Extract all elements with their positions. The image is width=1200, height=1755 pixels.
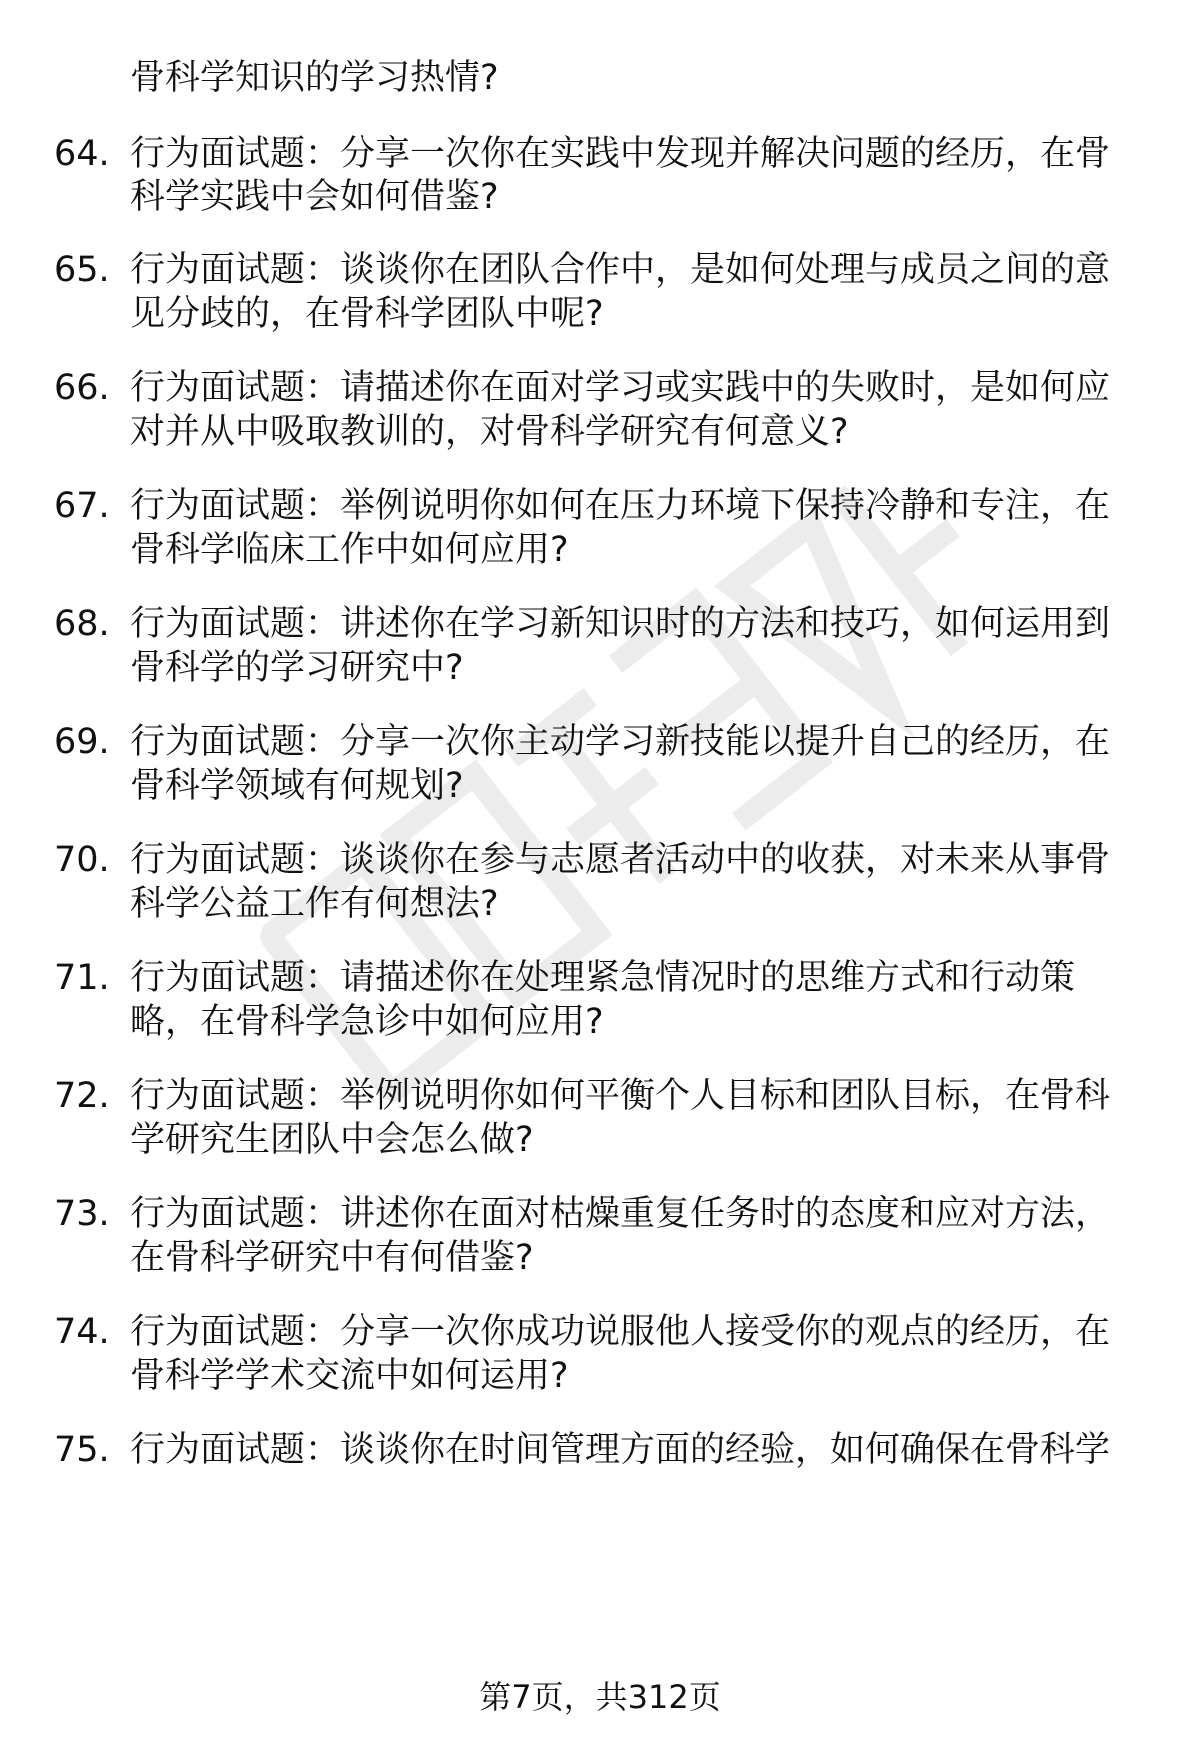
item-text-line-2: 学研究生团队中会怎么做?: [130, 1120, 534, 1160]
lead-line: 骨科学知识的学习热情?: [130, 58, 499, 98]
item-number: 68.: [54, 604, 110, 644]
item-text-line-1: 行为面试题：谈谈你在时间管理方面的经验，如何确保在骨科学: [130, 1430, 1111, 1470]
item-number: 70.: [54, 840, 110, 880]
item-text-line-1: 行为面试题：讲述你在面对枯燥重复任务时的态度和应对方法，: [130, 1194, 1111, 1234]
item-number: 74.: [54, 1312, 110, 1352]
item-text-line-2: 对并从中吸取教训的，对骨科学研究有何意义?: [130, 412, 849, 452]
item-text-line-2: 见分歧的，在骨科学团队中呢?: [130, 294, 604, 334]
item-text-line-2: 略，在骨科学急诊中如何应用?: [130, 1002, 604, 1042]
item-number: 66.: [54, 368, 110, 408]
item-text-line-2: 骨科学学术交流中如何运用?: [130, 1356, 569, 1396]
item-text-line-2: 科学实践中会如何借鉴?: [130, 177, 499, 217]
item-text-line-2: 骨科学临床工作中如何应用?: [130, 530, 569, 570]
item-text-line-1: 行为面试题：分享一次你成功说服他人接受你的观点的经历，在: [130, 1312, 1111, 1352]
item-text-line-1: 行为面试题：谈谈你在参与志愿者活动中的收获，对未来从事骨: [130, 840, 1111, 880]
item-text-line-2: 骨科学的学习研究中?: [130, 648, 464, 688]
item-number: 73.: [54, 1194, 110, 1234]
item-number: 71.: [54, 958, 110, 998]
item-number: 69.: [54, 722, 110, 762]
item-text-line-2: 在骨科学研究中有何借鉴?: [130, 1238, 534, 1278]
item-number: 65.: [54, 250, 110, 290]
item-text-line-1: 行为面试题：举例说明你如何在压力环境下保持冷静和专注，在: [130, 486, 1111, 526]
item-number: 64.: [54, 134, 110, 174]
item-text-line-2: 骨科学领域有何规划?: [130, 766, 464, 806]
item-number: 75.: [54, 1430, 110, 1470]
item-text-line-1: 行为面试题：请描述你在面对学习或实践中的失败时，是如何应: [130, 368, 1111, 408]
item-text-line-1: 行为面试题：分享一次你主动学习新技能以提升自己的经历，在: [130, 722, 1111, 762]
item-text-line-1: 行为面试题：分享一次你在实践中发现并解决问题的经历，在骨: [130, 134, 1111, 174]
page-footer: 第7页，共312页: [479, 1678, 721, 1716]
item-text-line-1: 行为面试题：请描述你在处理紧急情况时的思维方式和行动策: [130, 958, 1076, 998]
item-text-line-1: 行为面试题：举例说明你如何平衡个人目标和团队目标，在骨科: [130, 1076, 1111, 1116]
item-text-line-1: 行为面试题：谈谈你在团队合作中，是如何处理与成员之间的意: [130, 250, 1111, 290]
item-number: 67.: [54, 486, 110, 526]
item-text-line-2: 科学公益工作有何想法?: [130, 884, 499, 924]
item-text-line-1: 行为面试题：讲述你在学习新知识时的方法和技巧，如何运用到: [130, 604, 1111, 644]
item-number: 72.: [54, 1076, 110, 1116]
